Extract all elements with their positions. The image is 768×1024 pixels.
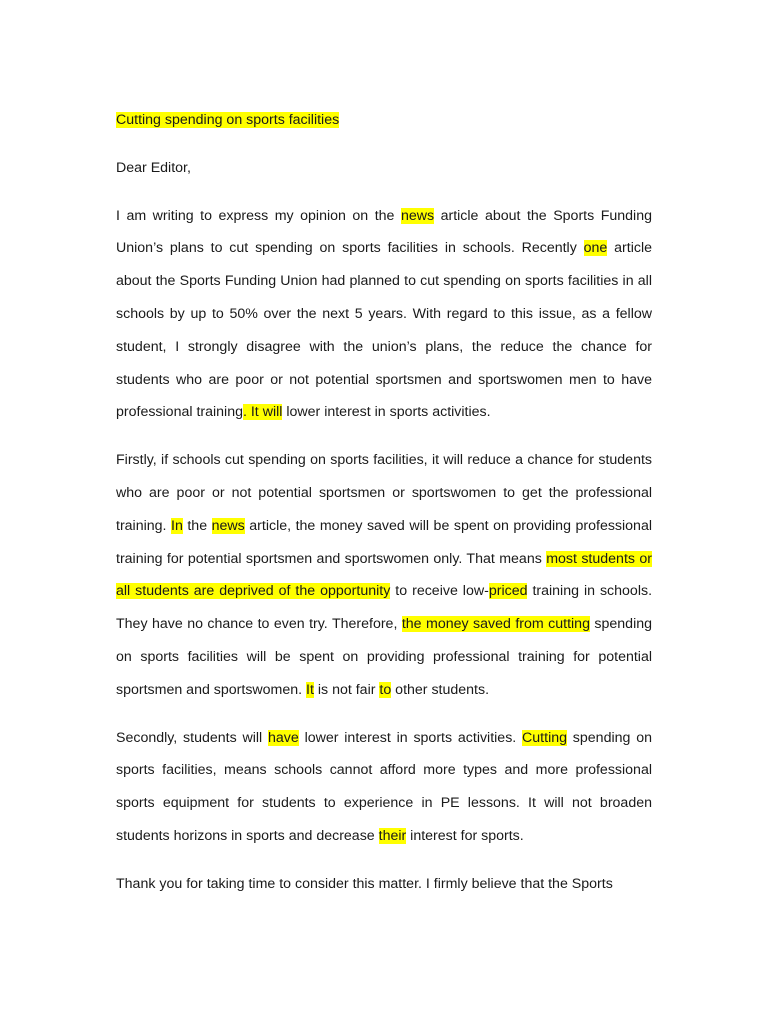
letter-title [116, 104, 652, 137]
text-run: article about the Sports Funding Union’s plans to cut spending on sports facilities in schools. Recently [116, 207, 652, 257]
text-run: lower interest in sports activities. [298, 729, 523, 746]
text-run: Thank you for taking time to consider this matter. I firmly believe that the Sports [116, 875, 613, 892]
text-run: lower interest in sports activities. [282, 404, 491, 421]
highlighted-text: most students or all students are deprived of the opportunity [116, 550, 652, 600]
text-run: spending on sports facilities, means schools cannot afford more types and more professional sports equipment for students to experience in PE lessons. It will not broaden students horizons in sports and decrease [116, 729, 652, 844]
text-run: to receive low- [390, 583, 489, 600]
text-run: spending on sports facilities will be spent on providing professional training for potential sportsmen and sportswomen. [116, 616, 653, 698]
text-run: other students. [391, 681, 490, 698]
text-run: Firstly, if schools cut spending on sports facilities, it will reduce a chance for students who are poor or not potential sportsmen or sportswomen to get the professional training. [116, 452, 652, 534]
text-run: Dear Editor, [116, 159, 191, 176]
highlighted-text: have [268, 729, 299, 746]
highlighted-text: news [211, 517, 245, 534]
highlighted-text: In [171, 517, 183, 534]
highlighted-text: Cutting [522, 729, 567, 746]
highlighted-text: It [306, 681, 314, 698]
highlighted-text: . It will [242, 404, 283, 421]
highlighted-text: the money saved from cutting [401, 616, 590, 633]
highlighted-text: their [378, 827, 407, 844]
text-run: Secondly, students will [116, 729, 268, 746]
text-run: article about the Sports Funding Union had planned to cut spending on sports facilities in all schools by up to 50% over the next 5 years. With regard to this issue, as a fellow student, I strongly disagree with the union’s plans, the reduce the chance for students who are poor or not potential sportsmen and sportswomen men to have professional training [116, 240, 652, 421]
text-run: interest for sports. [406, 827, 524, 844]
text-run: I am writing to express my opinion on the [116, 207, 401, 224]
highlighted-text: to [379, 681, 392, 698]
highlighted-text: news [400, 207, 435, 224]
second-argument-paragraph [116, 722, 652, 853]
salutation [116, 152, 652, 185]
letter-body [116, 104, 652, 916]
text-run: the [182, 517, 212, 534]
highlighted-text: Cutting spending on sports facilities [116, 112, 340, 128]
highlighted-text: priced [488, 583, 528, 600]
text-run: article, the money saved will be spent on providing professional training for potential sportsmen and sportswomen only. That means [116, 517, 652, 567]
text-run: training in schools. They have no chance to even try. Therefore, [116, 583, 653, 633]
opening-paragraph [116, 200, 652, 430]
first-argument-paragraph [116, 444, 652, 706]
highlighted-text: one [583, 240, 608, 257]
closing-paragraph [116, 868, 652, 901]
text-run: is not fair [313, 681, 380, 698]
